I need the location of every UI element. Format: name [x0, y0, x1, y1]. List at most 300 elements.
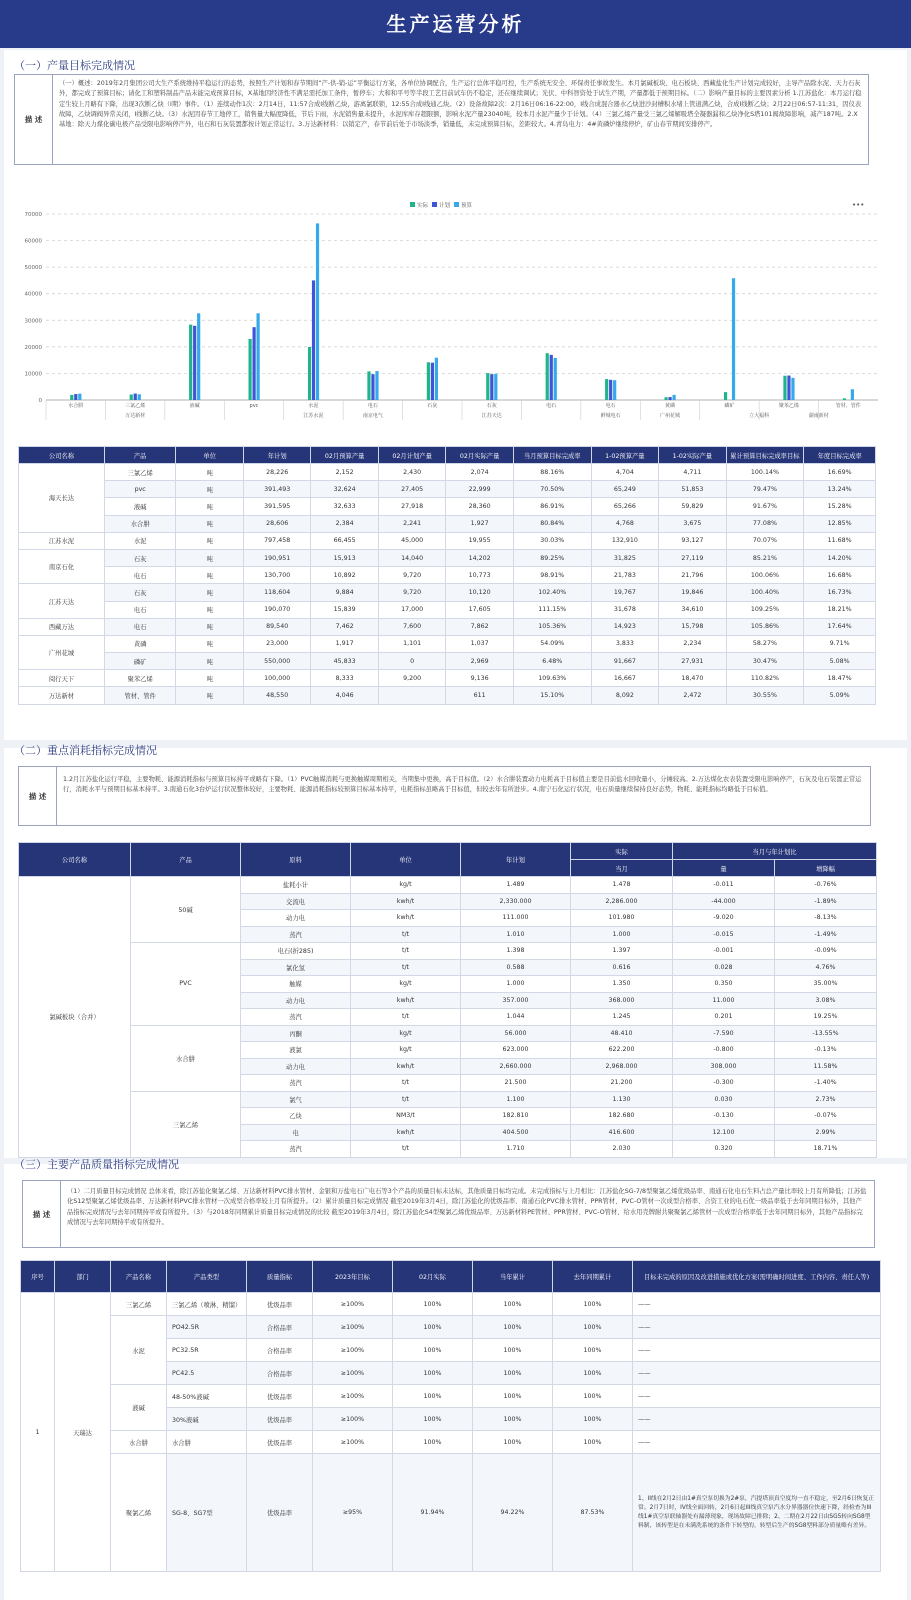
table-cell: 10,120 — [446, 584, 513, 601]
table-cell: 31,678 — [591, 601, 658, 618]
table-cell: 10,892 — [311, 567, 378, 584]
table-cell: pvc — [104, 481, 176, 498]
table-cell: 93,127 — [659, 532, 726, 549]
table-cell: kg/t — [351, 976, 461, 993]
table-cell: 优级品率 — [247, 1408, 313, 1431]
legend-label: 计划 — [439, 203, 451, 209]
section-consumption-title: （二）重点消耗指标完成情况 — [14, 744, 157, 757]
table-cell: 2.99% — [775, 1124, 877, 1141]
table-row — [19, 1025, 877, 1042]
table-cell: 8,092 — [591, 687, 658, 704]
bar-计划 — [669, 397, 672, 400]
table-cell: 100% — [553, 1431, 633, 1454]
bar-计划 — [253, 327, 256, 400]
table-cell: 4,704 — [591, 464, 658, 481]
table-cell: 14.20% — [804, 549, 876, 566]
description-text: （1）二月质量目标完成情况 总体来看，除江苏盐化聚氯乙烯、万达新材料PVC排水管材、金银和万盐电石广电石等3个产品的质量目标未达标，其他质量目标均完成。未完成指标与上月相比：江苏盐化SG-7/8型聚氯乙烯优级品率、南通石化电石生料占总产量比率较上月有所降低；江苏盐化S12型聚氯乙烯优级品率、万达新材料PVC排水管材一次成型合格率较上月有所提升。（2）累计质量目标完成情况 截至2019年3月4日，除江苏盐化的优级品率、南通石化PVC排水管材、PPR管材、PVC-O管材一次成型合格率、合资工业的电石优一级品率低于去年同期目标外，其他产品指标完成情况与去年同期持平或有所提升。（3）与2018年同期累计质量目标完成情况的比较 截至2019年3月4日，除江苏盐化S4型聚氯乙烯优级品率、万达新材料PE管材、PPR管材、PVC-O管材、给水用壳牌耐共聚聚氯乙烯管材一次成型合格率低于去年同期目标外，其他产品指标完成情况与去年同期持平或有所提升。 — [67, 1188, 867, 1226]
table-cell: 9,720 — [378, 584, 445, 601]
table-cell: 12.100 — [673, 1124, 775, 1141]
table-cell: 吨 — [176, 549, 243, 566]
more-icon[interactable]: ••• — [852, 201, 865, 209]
table-cell: 1.398 — [461, 943, 571, 960]
table-cell: t/t — [351, 943, 461, 960]
table-header-cell: 年度目标完成率 — [804, 447, 876, 464]
table-subheader-cell: 增降幅 — [775, 860, 877, 877]
table-cell: 2.030 — [571, 1141, 673, 1158]
x-group-label: 广州花城 — [659, 413, 681, 419]
table-cell: 6.48% — [513, 653, 591, 670]
table-cell: 11.000 — [673, 992, 775, 1009]
table-cell: 吨 — [176, 670, 243, 687]
x-tick-label: 水泥 — [308, 403, 319, 409]
table-cell: kg/t — [351, 877, 461, 894]
table-cell: 102.40% — [513, 584, 591, 601]
table-cell: 91,667 — [591, 653, 658, 670]
table-cell: 0.616 — [571, 959, 673, 976]
bar-计划 — [312, 280, 315, 400]
table-cell: 2,241 — [378, 515, 445, 532]
table-subheader-cell: 当月 — [571, 860, 673, 877]
table-cell: 56.000 — [461, 1025, 571, 1042]
bar-预算 — [138, 394, 141, 400]
table-cell: 17,605 — [446, 601, 513, 618]
table-cell: 1.350 — [571, 976, 673, 993]
table-cell: 电石 — [104, 618, 176, 635]
table-cell: 100.40% — [726, 584, 804, 601]
table-cell: 19,846 — [659, 584, 726, 601]
table-cell: 3,675 — [659, 515, 726, 532]
table-cell: -0.800 — [673, 1042, 775, 1059]
section-production-panel — [4, 50, 907, 740]
table-cell: ≥100% — [313, 1339, 393, 1362]
description-label: 描 述 — [15, 75, 53, 164]
table-cell: 电 — [241, 1124, 351, 1141]
product-name: PVC — [131, 943, 241, 1026]
legend-label: 实际 — [417, 203, 429, 209]
table-cell: 15.10% — [513, 687, 591, 704]
table-cell: 9,136 — [446, 670, 513, 687]
table-cell — [378, 687, 445, 704]
table-row — [19, 498, 876, 515]
table-cell: 乙炔 — [241, 1108, 351, 1125]
improvement-note: —— — [633, 1431, 881, 1454]
table-cell: 58.27% — [726, 635, 804, 652]
x-tick-label: 管材、管件 — [835, 403, 861, 409]
table-cell: t/t — [351, 1009, 461, 1026]
bar-实际 — [70, 395, 73, 400]
table-header-cell: 目标未完成的原因及改进措施或优化方案(需明确时间进度、工作内容、责任人等) — [633, 1261, 881, 1293]
table-cell: ≥100% — [313, 1408, 393, 1431]
table-cell: 48,550 — [243, 687, 310, 704]
table-cell: 氯气 — [241, 1091, 351, 1108]
table-cell: 88.16% — [513, 464, 591, 481]
table-cell: 吨 — [176, 601, 243, 618]
bar-实际 — [130, 394, 133, 400]
section-production-title: （一）产量目标完成情况 — [14, 59, 135, 72]
table-cell: 水合肼 — [167, 1431, 247, 1454]
table-header-cell: 1-02实际产量 — [659, 447, 726, 464]
improvement-note: 1、II线在2月2日由1#真空泵切换为2#泵，汽提塔顶真空度均一直不稳定，至2月6日恢复正常。2月7日时，IV线全面回转，2月6日起III线真空泵汽水分界器器位快速下降，经检查为III线1#真空泵联轴器处有漏薄现象，现场故障已排除；2、二期在2月22日由SG5转向SG8型料制，该转型是在未满洗系统的条件下转型的，转型后生产的SG8型料部分质量略有差异。 — [633, 1454, 881, 1572]
y-tick-label: 30000 — [24, 318, 42, 325]
production-bar-chart — [10, 200, 890, 435]
legend-swatch — [410, 202, 415, 207]
bar-预算 — [316, 223, 319, 400]
improvement-note: —— — [633, 1408, 881, 1431]
x-tick-label: 液碱 — [189, 403, 200, 409]
bar-实际 — [605, 379, 608, 400]
table-cell: 31,825 — [591, 549, 658, 566]
table-cell: 14,040 — [378, 549, 445, 566]
table-cell: 7,462 — [311, 618, 378, 635]
table-cell: 17,000 — [378, 601, 445, 618]
table-row — [19, 618, 876, 635]
table-row — [19, 584, 876, 601]
x-tick-label: 电石 — [546, 403, 557, 409]
product-name: 聚氯乙烯 — [111, 1454, 167, 1572]
bar-计划 — [371, 374, 374, 400]
table-cell: 磷矿 — [104, 653, 176, 670]
bar-实际 — [308, 347, 311, 400]
table-cell: 4,711 — [659, 464, 726, 481]
table-cell: 100% — [553, 1408, 633, 1431]
table-header-cell: 当年累计 — [473, 1261, 553, 1293]
table-cell: 2,969 — [446, 653, 513, 670]
table-cell: 100% — [393, 1408, 473, 1431]
table-cell: 盐耗小计 — [241, 877, 351, 894]
table-cell: 59,829 — [659, 498, 726, 515]
table-cell: 2,330.000 — [461, 893, 571, 910]
bar-预算 — [78, 394, 81, 400]
table-cell: 79.47% — [726, 481, 804, 498]
table-cell: 0.028 — [673, 959, 775, 976]
table-cell: 0 — [378, 653, 445, 670]
table-cell: 2,430 — [378, 464, 445, 481]
table-cell: 132,910 — [591, 532, 658, 549]
bar-实际 — [783, 376, 786, 400]
table-cell: 109.63% — [513, 670, 591, 687]
table-cell: 100% — [393, 1339, 473, 1362]
y-tick-label: 10000 — [24, 371, 42, 378]
table-cell: 100% — [473, 1431, 553, 1454]
table-cell: kwh/t — [351, 992, 461, 1009]
table-cell: 86.91% — [513, 498, 591, 515]
table-cell: -0.001 — [673, 943, 775, 960]
table-cell: 18.21% — [804, 601, 876, 618]
bar-预算 — [197, 313, 200, 400]
table-cell: 合格品率 — [247, 1316, 313, 1339]
table-cell: 404.500 — [461, 1124, 571, 1141]
table-row — [19, 635, 876, 652]
table-cell: ≥100% — [313, 1362, 393, 1385]
production-description — [14, 74, 869, 165]
bar-计划 — [193, 326, 196, 400]
table-cell: 98.91% — [513, 567, 591, 584]
table-cell: 三氯乙烯 — [104, 464, 176, 481]
table-cell: 电石 — [104, 567, 176, 584]
improvement-note: —— — [633, 1385, 881, 1408]
table-cell: 35.00% — [775, 976, 877, 993]
table-cell: -1.89% — [775, 893, 877, 910]
table-cell: 28,226 — [243, 464, 310, 481]
x-tick-label: pvc — [249, 403, 259, 409]
table-cell: 吨 — [176, 498, 243, 515]
table-cell: 1.000 — [571, 926, 673, 943]
table-cell: 622.200 — [571, 1042, 673, 1059]
y-tick-label: 60000 — [24, 238, 42, 245]
table-cell: 105.36% — [513, 618, 591, 635]
table-cell: t/t — [351, 1091, 461, 1108]
company-name: 西藏万达 — [19, 618, 105, 635]
table-cell: 0.350 — [673, 976, 775, 993]
table-cell: 16,667 — [591, 670, 658, 687]
table-cell: kwh/t — [351, 1124, 461, 1141]
table-row — [19, 567, 876, 584]
table-cell: 100% — [473, 1408, 553, 1431]
table-cell: 水泥 — [104, 532, 176, 549]
table-cell: 2,384 — [311, 515, 378, 532]
table-cell: 110.82% — [726, 670, 804, 687]
department-name: 天瑞达 — [55, 1293, 111, 1572]
bar-实际 — [189, 325, 192, 400]
x-tick-label: 电石 — [605, 403, 616, 409]
bar-实际 — [843, 398, 846, 400]
table-cell: 182.810 — [461, 1108, 571, 1125]
table-cell: 45,833 — [311, 653, 378, 670]
table-cell: 7,600 — [378, 618, 445, 635]
table-cell: PC32.5R — [167, 1339, 247, 1362]
x-tick-label: 磷矿 — [724, 403, 735, 409]
table-cell: 89,540 — [243, 618, 310, 635]
description-label: 描 述 — [19, 767, 57, 825]
table-cell: -7.590 — [673, 1025, 775, 1042]
table-cell: -0.13% — [775, 1042, 877, 1059]
bar-实际 — [724, 392, 727, 400]
table-cell: 100% — [393, 1431, 473, 1454]
y-tick-label: 50000 — [24, 265, 42, 272]
table-cell: 交流电 — [241, 893, 351, 910]
table-cell: 吨 — [176, 481, 243, 498]
table-cell: 0.588 — [461, 959, 571, 976]
table-cell: -13.55% — [775, 1025, 877, 1042]
table-header-cell: 当月预算目标完成率 — [513, 447, 591, 464]
table-cell: 111.000 — [461, 910, 571, 927]
table-cell: 1.710 — [461, 1141, 571, 1158]
product-name: 水合肼 — [131, 1025, 241, 1091]
table-cell: 5.08% — [804, 653, 876, 670]
table-cell: 8,333 — [311, 670, 378, 687]
table-cell: 吨 — [176, 687, 243, 704]
table-cell: 吨 — [176, 635, 243, 652]
table-cell: 30.55% — [726, 687, 804, 704]
table-cell: 1.397 — [571, 943, 673, 960]
table-cell: 94.22% — [473, 1454, 553, 1572]
table-cell: kwh/t — [351, 893, 461, 910]
bar-预算 — [851, 389, 854, 400]
table-cell: 190,070 — [243, 601, 310, 618]
bar-实际 — [427, 362, 430, 400]
table-cell: 416.600 — [571, 1124, 673, 1141]
table-cell: 100% — [393, 1362, 473, 1385]
table-cell: 优级品率 — [247, 1454, 313, 1572]
table-row — [21, 1454, 881, 1572]
x-tick-label: 黄磷 — [664, 403, 676, 409]
table-cell: 氯化氢 — [241, 959, 351, 976]
table-cell: 1,101 — [378, 635, 445, 652]
bar-计划 — [787, 376, 790, 400]
table-cell: 100,000 — [243, 670, 310, 687]
product-name: 50碱 — [131, 877, 241, 943]
improvement-note: —— — [633, 1293, 881, 1316]
table-cell: 0.201 — [673, 1009, 775, 1026]
table-cell: 9,200 — [378, 670, 445, 687]
table-cell: -8.13% — [775, 910, 877, 927]
table-header-cell: 02月实际 — [393, 1261, 473, 1293]
table-cell: 391,493 — [243, 481, 310, 498]
table-cell: 21,796 — [659, 567, 726, 584]
table-cell: 100% — [553, 1362, 633, 1385]
table-cell: 0.030 — [673, 1091, 775, 1108]
table-cell: 66,455 — [311, 532, 378, 549]
table-header-cell: 公司名称 — [19, 843, 131, 877]
bar-计划 — [134, 394, 137, 400]
table-cell: NM3/t — [351, 1108, 461, 1125]
table-cell: 18.47% — [804, 670, 876, 687]
table-cell: 14,202 — [446, 549, 513, 566]
table-cell: 2,968.000 — [571, 1058, 673, 1075]
table-cell: 87.53% — [553, 1454, 633, 1572]
table-cell: 15.28% — [804, 498, 876, 515]
table-cell: -1.49% — [775, 926, 877, 943]
table-cell: 15,798 — [659, 618, 726, 635]
table-cell: 2,074 — [446, 464, 513, 481]
table-cell: kg/t — [351, 1042, 461, 1059]
table-header-cell: 2023年目标 — [313, 1261, 393, 1293]
table-cell: 电石 — [104, 601, 176, 618]
table-cell: 32,633 — [311, 498, 378, 515]
table-row — [19, 1091, 877, 1108]
bar-预算 — [732, 278, 735, 400]
table-cell: 吨 — [176, 618, 243, 635]
table-cell: 1.044 — [461, 1009, 571, 1026]
table-row — [19, 601, 876, 618]
table-cell: 优级品率 — [247, 1385, 313, 1408]
table-cell: 吨 — [176, 515, 243, 532]
table-cell: -0.76% — [775, 877, 877, 894]
table-cell: 1.010 — [461, 926, 571, 943]
table-cell: 19.25% — [775, 1009, 877, 1026]
table-cell: 触媒 — [241, 976, 351, 993]
table-cell: 优级品率 — [247, 1431, 313, 1454]
table-cell: 100% — [393, 1385, 473, 1408]
table-cell: 黄磷 — [104, 635, 176, 652]
table-header-cell: 02月预算产量 — [311, 447, 378, 464]
company-name: 阅行天下 — [19, 670, 105, 687]
table-cell: 91.94% — [393, 1454, 473, 1572]
table-cell: 1.130 — [571, 1091, 673, 1108]
table-cell: 368.000 — [571, 992, 673, 1009]
table-cell: ≥95% — [313, 1454, 393, 1572]
table-cell: 623.000 — [461, 1042, 571, 1059]
table-cell: 4,046 — [311, 687, 378, 704]
table-cell: 19,955 — [446, 532, 513, 549]
product-name: 三氯乙烯 — [131, 1091, 241, 1157]
table-cell: 优级品率 — [247, 1293, 313, 1316]
table-cell: 611 — [446, 687, 513, 704]
bar-计划 — [550, 355, 553, 400]
bar-预算 — [257, 313, 260, 400]
table-header-cell: 产品 — [131, 843, 241, 877]
table-cell: 7,862 — [446, 618, 513, 635]
table-cell: 91.67% — [726, 498, 804, 515]
table-cell: 合格品率 — [247, 1362, 313, 1385]
table-cell: 水合肼 — [104, 515, 176, 532]
section-quality-title: （三）主要产品质量指标完成情况 — [14, 1158, 179, 1171]
bar-实际 — [249, 339, 252, 400]
x-tick-label: 石灰 — [486, 403, 497, 409]
x-tick-label: 聚苯乙烯 — [778, 403, 799, 409]
table-cell: 89.25% — [513, 549, 591, 566]
table-header-cell: 产品 — [104, 447, 176, 464]
table-cell: 4,768 — [591, 515, 658, 532]
table-cell: 石灰 — [104, 584, 176, 601]
table-cell: 5.09% — [804, 687, 876, 704]
table-row — [19, 877, 877, 894]
table-cell: 100% — [473, 1293, 553, 1316]
table-header-cell: 去年同期累计 — [553, 1261, 633, 1293]
table-cell: 动力电 — [241, 1058, 351, 1075]
table-cell: PC42.5 — [167, 1362, 247, 1385]
table-cell: 27,931 — [659, 653, 726, 670]
bar-预算 — [554, 358, 557, 400]
improvement-note: —— — [633, 1316, 881, 1339]
table-cell: 3.08% — [775, 992, 877, 1009]
product-name: 液碱 — [111, 1385, 167, 1431]
table-cell: 100% — [553, 1385, 633, 1408]
table-cell: -0.130 — [673, 1108, 775, 1125]
bar-预算 — [791, 378, 794, 400]
improvement-note: —— — [633, 1339, 881, 1362]
bar-实际 — [546, 353, 549, 400]
table-cell: 19,767 — [591, 584, 658, 601]
table-cell: 30%液碱 — [167, 1408, 247, 1431]
table-cell: 15,913 — [311, 549, 378, 566]
table-row — [19, 687, 876, 704]
company-name: 南京石化 — [19, 549, 105, 583]
table-cell: 2.73% — [775, 1091, 877, 1108]
table-cell: 三氯乙烯（喷淋、精馏） — [167, 1293, 247, 1316]
table-header-cell: 1-02预算产量 — [591, 447, 658, 464]
table-cell: 65,266 — [591, 498, 658, 515]
table-cell: -44.000 — [673, 893, 775, 910]
improvement-note: —— — [633, 1362, 881, 1385]
bar-预算 — [435, 358, 438, 400]
table-cell: 18.71% — [775, 1141, 877, 1158]
table-cell: 51,853 — [659, 481, 726, 498]
table-cell: 1,917 — [311, 635, 378, 652]
table-row — [21, 1316, 881, 1339]
table-cell: ≥100% — [313, 1385, 393, 1408]
table-cell: 12.85% — [804, 515, 876, 532]
table-cell: 85.21% — [726, 549, 804, 566]
table-row — [19, 943, 877, 960]
product-name: 三氯乙烯 — [111, 1293, 167, 1316]
table-cell: 308.000 — [673, 1058, 775, 1075]
table-cell: 100% — [473, 1316, 553, 1339]
table-cell: 2,472 — [659, 687, 726, 704]
table-cell: 合格品率 — [247, 1339, 313, 1362]
legend-swatch — [454, 202, 459, 207]
y-tick-label: 20000 — [24, 344, 42, 351]
